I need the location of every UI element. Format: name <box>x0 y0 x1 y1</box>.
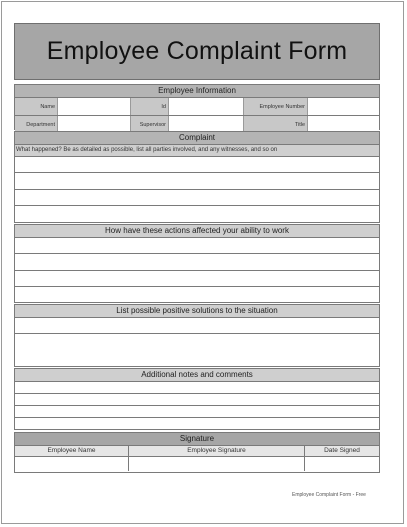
signature-fields <box>15 457 379 471</box>
additional-notes-section <box>14 368 380 430</box>
employee-number-field[interactable] <box>307 98 379 115</box>
employee-signature-field[interactable] <box>129 457 305 471</box>
complaint-header: Complaint <box>15 132 379 145</box>
complaint-line-1[interactable] <box>15 157 379 173</box>
department-label: Department <box>15 116 57 133</box>
id-field[interactable] <box>168 98 244 115</box>
employee-signature-column: Employee Signature <box>129 446 305 456</box>
solutions-header: List possible positive solutions to the situation <box>15 305 379 318</box>
complaint-prompt: What happened? Be as detailed as possible, list all parties involved, and any witnesses, and so on <box>15 145 379 157</box>
date-signed-column: Date Signed <box>324 447 360 454</box>
additional-line-3[interactable] <box>15 406 379 418</box>
solutions-line-2[interactable] <box>15 334 379 367</box>
solutions-line-1[interactable] <box>15 318 379 334</box>
additional-line-4[interactable] <box>15 418 379 430</box>
complaint-line-3[interactable] <box>15 190 379 206</box>
signature-column-headers <box>15 446 379 457</box>
employee-info-row-1 <box>15 98 379 116</box>
supervisor-label: Supervisor <box>131 116 168 133</box>
footer-text: Employee Complaint Form - Free <box>292 492 366 498</box>
affect-line-1[interactable] <box>15 238 379 254</box>
affect-line-2[interactable] <box>15 254 379 271</box>
name-label: Name <box>15 98 57 115</box>
affect-section <box>14 224 380 303</box>
additional-line-1[interactable] <box>15 382 379 394</box>
name-field[interactable] <box>57 98 131 115</box>
id-label: Id <box>131 98 168 115</box>
additional-notes-header: Additional notes and comments <box>15 369 379 382</box>
additional-line-2[interactable] <box>15 394 379 406</box>
signature-header: Signature <box>15 433 379 446</box>
form-title: Employee Complaint Form <box>14 23 380 80</box>
complaint-line-4[interactable] <box>15 206 379 222</box>
affect-line-4[interactable] <box>15 287 379 303</box>
date-signed-field[interactable] <box>305 457 379 471</box>
employee-information-section <box>14 84 380 130</box>
affect-line-3[interactable] <box>15 271 379 287</box>
complaint-line-2[interactable] <box>15 173 379 190</box>
signature-section <box>14 432 380 473</box>
employee-information-header: Employee Information <box>15 85 379 98</box>
employee-name-field[interactable] <box>15 457 129 471</box>
employee-name-column: Employee Name <box>15 446 129 456</box>
solutions-section <box>14 304 380 367</box>
complaint-section <box>14 131 380 223</box>
employee-number-label: Employee Number <box>244 98 307 115</box>
title-label: Title <box>244 116 307 133</box>
affect-header: How have these actions affected your ability to work <box>15 225 379 238</box>
